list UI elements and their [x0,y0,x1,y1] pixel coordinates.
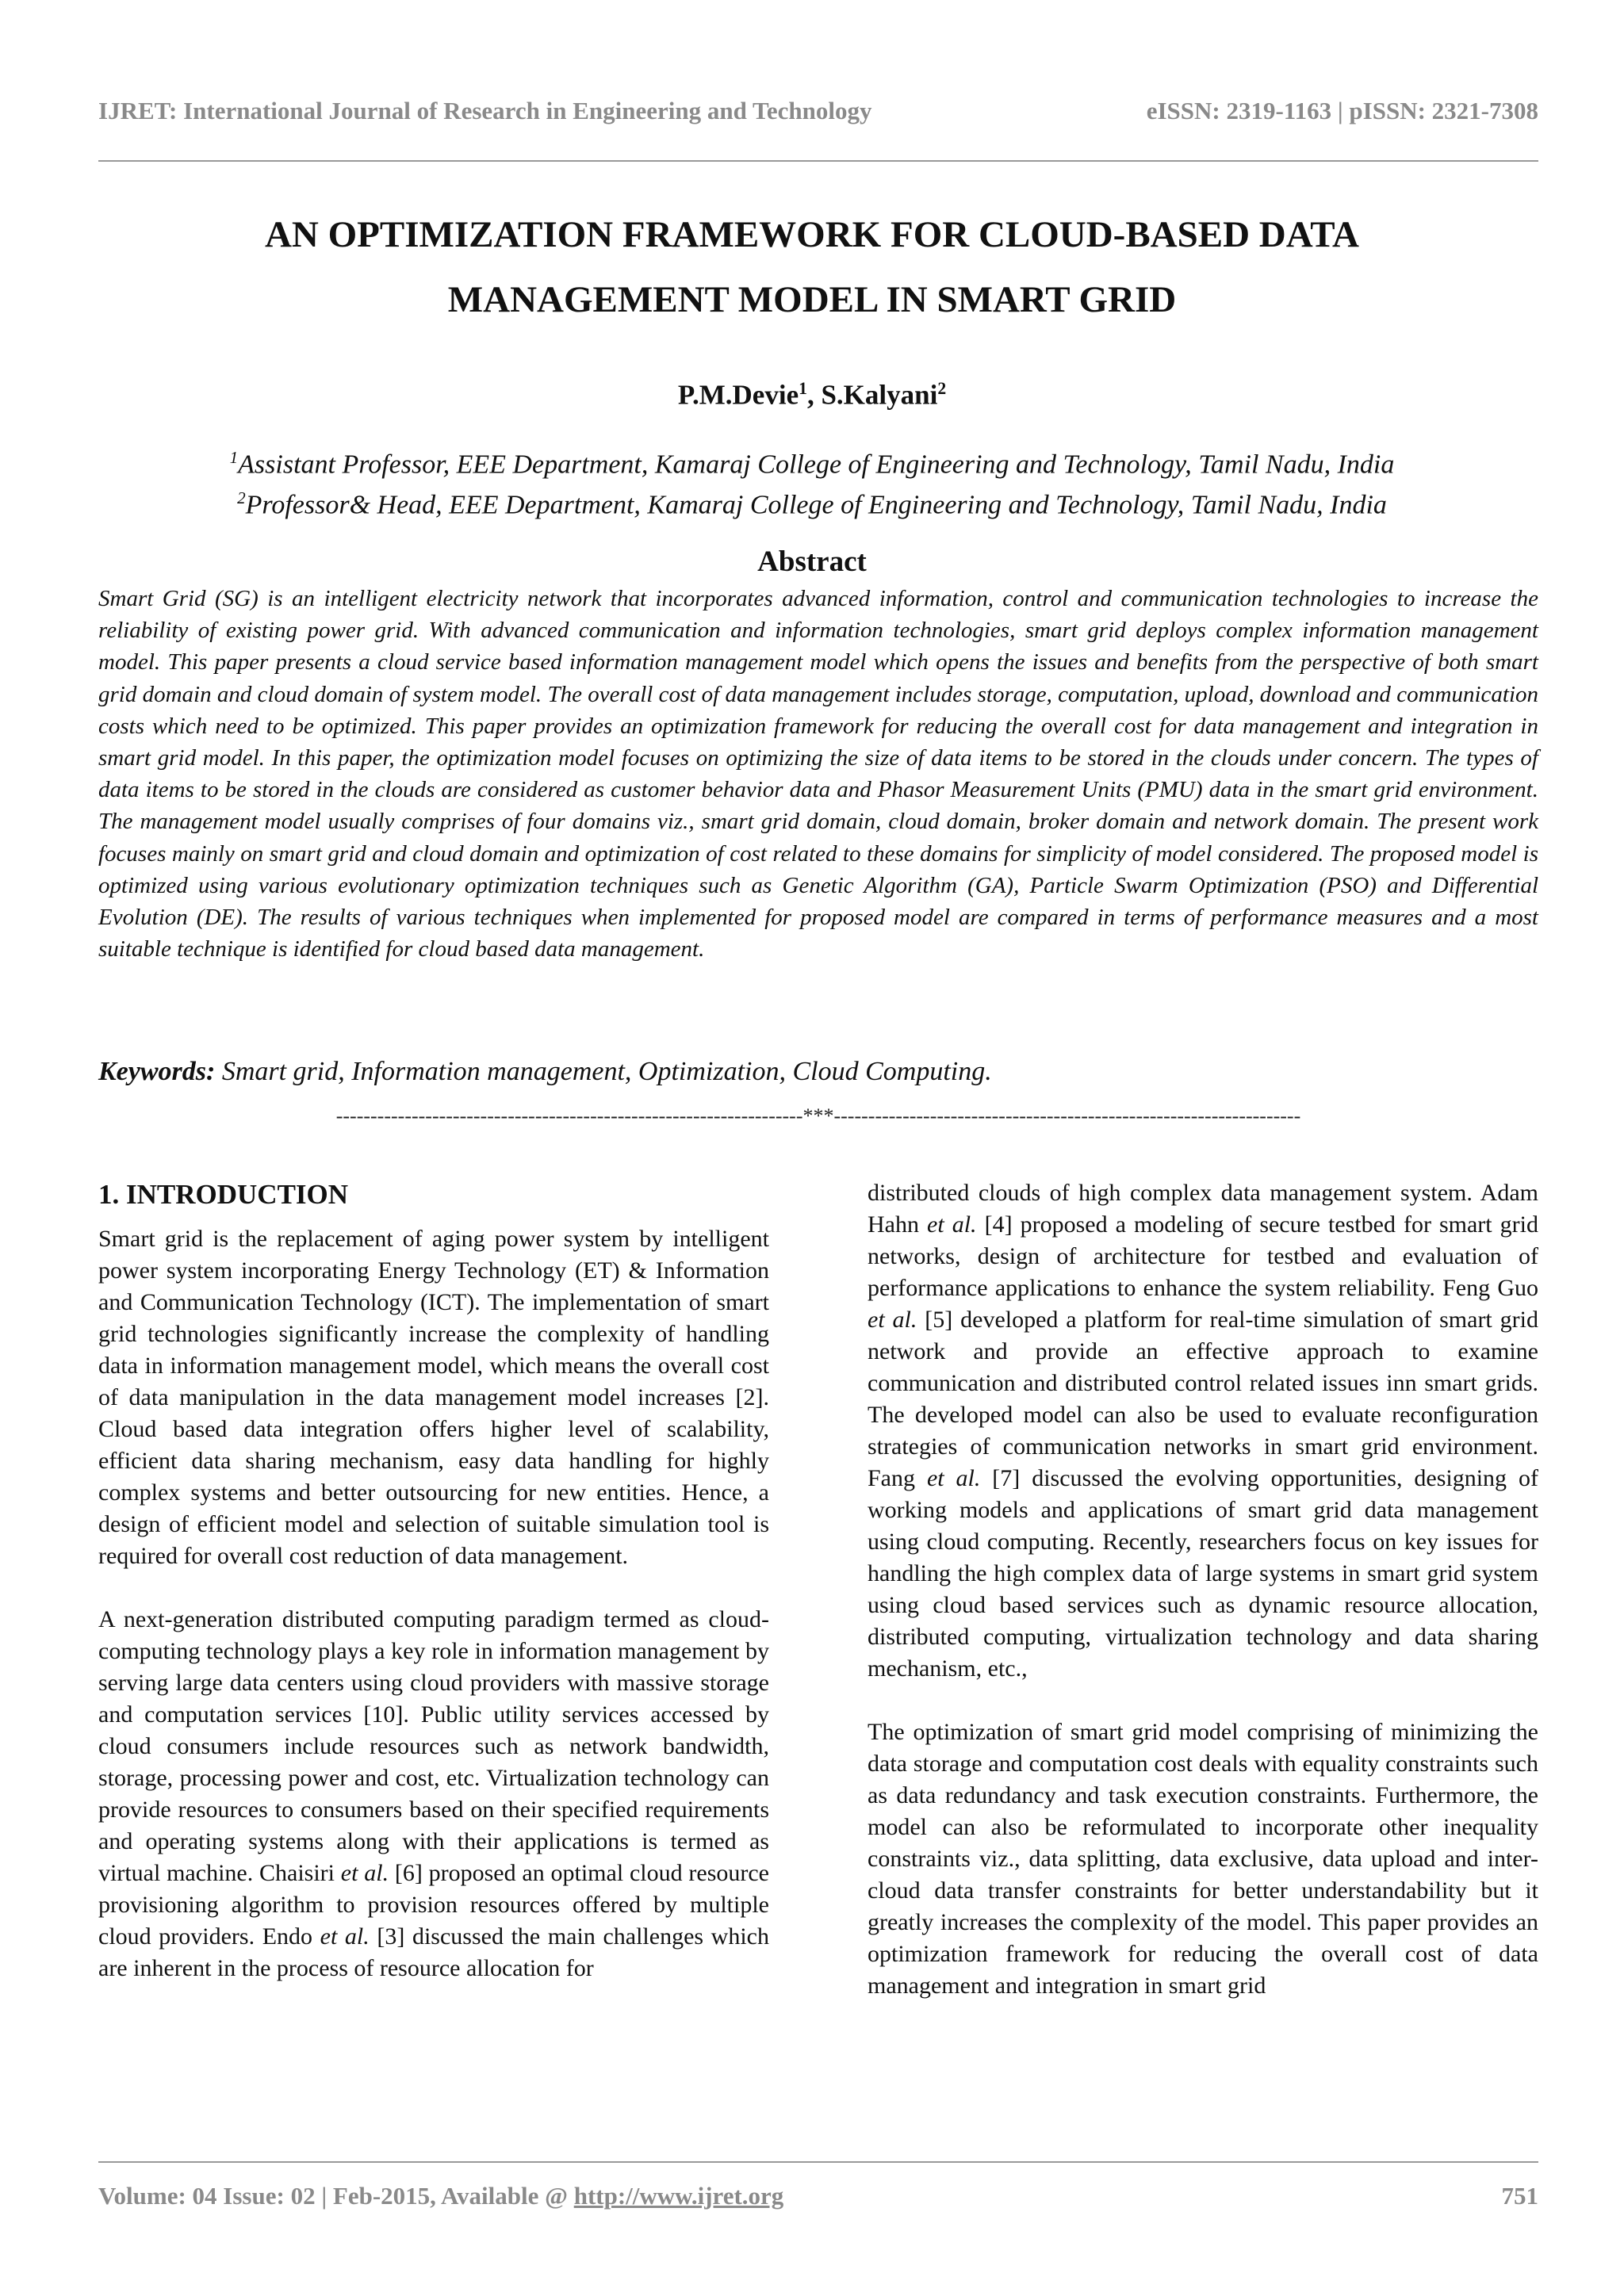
intro-p3-part-b: [4] proposed a modeling of secure testbed for smart grid networks, design of architecture for testbed and evaluation of performance applications to enhance the system reliability. Feng Guo [868,1211,1538,1301]
keywords-text: Smart grid, Information management, Optimization, Cloud Computing. [215,1057,992,1086]
et-al-1: et al. [340,1860,389,1886]
affiliation-2: Professor& Head, EEE Department, Kamaraj College of Engineering and Technology, Tamil Nadu, India [245,490,1387,520]
intro-paragraph-4: The optimization of smart grid model comprising of minimizing the data storage and computation cost deals with equality constraints such as data redundancy and task execution constraints. Furthermore, the model can also be reformulated to incorporate other inequality constraints viz., data splitting, data exclusive, data upload and inter-cloud data transfer constraints for better understandability but it greatly increases the complexity of the model. This paper provides an optimization framework for reducing the overall cost of data management and integration in smart grid [868,1719,1538,1999]
intro-p2-part-b: [6] proposed an optimal cloud resource provisioning algorithm to provision resources offered by multiple cloud providers. Endo [98,1860,769,1950]
author-1: P.M.Devie [677,379,799,411]
running-footer [98,2182,1538,2210]
page-number: 751 [1501,2182,1538,2210]
journal-url-link[interactable]: http://www.ijret.org [573,2182,784,2210]
et-al-3: et al. [927,1211,977,1238]
intro-p3-part-d: [7] discussed the evolving opportunities, designing of working models and applications of smart grid data management using cloud computing. Recently, researchers focus on key issues for handling the high complex data of large systems in smart grid system using cloud based services such as dynamic resource allocation, distributed computing, virtualization technology and data sharing mechanism, etc., [868,1465,1538,1682]
intro-p3-part-c: [5] developed a platform for real-time simulation of smart grid network and provide an effective approach to examine communication and distributed control related issues inn smart grids. The developed model can also be used to evaluate reconfiguration strategies of communication networks in smart grid environment. Fang [868,1307,1538,1491]
right-column [868,1177,1538,2002]
intro-p3-part-a: distributed clouds of high complex data management system. Adam Hahn [868,1180,1538,1238]
affiliation-1-marker: 1 [229,448,239,467]
footer-divider [98,2161,1538,2163]
section-separator: --------------------------------------------------------------------***-------------------------------------------------------------------- [335,1104,1301,1127]
author-separator: , [806,379,822,411]
intro-p2-part-c: [3] discussed the main challenges which are inherent in the process of resource allocation for [98,1923,769,1981]
intro-heading: 1. INTRODUCTION [98,1179,349,1210]
title-line-1: AN OPTIMIZATION FRAMEWORK FOR CLOUD-BASED DATA [264,214,1359,255]
author-1-marker: 1 [799,379,807,398]
affiliations [79,441,1545,522]
author-list [0,379,1624,411]
et-al-2: et al. [320,1923,370,1950]
keywords-label: Keywords: [98,1057,216,1086]
header-divider [98,160,1538,162]
running-header [98,97,1538,125]
intro-paragraph-1: Smart grid is the replacement of aging power system by intelligent power system incorporating Energy Technology (ET) & Information and Communication Technology (ICT). The implementation of smart grid technologies significantly increase the complexity of handling data in information management model, which means the overall cost of data manipulation in the data management model increases [2]. Cloud based data integration offers higher level of scalability, efficient data sharing mechanism, easy data handling for highly complex systems and better outsourcing for new entities. Hence, a design of efficient model and selection of suitable simulation tool is required for overall cost reduction of data management. [98,1226,769,1569]
et-al-5: et al. [926,1465,981,1491]
intro-paragraph-2 [98,1604,769,1984]
author-2: S.Kalyani [821,379,938,411]
et-al-4: et al. [868,1307,917,1333]
keywords [98,1057,1538,1087]
abstract-text: Smart Grid (SG) is an intelligent electricity network that incorporates advanced information, control and communication technologies to increase the reliability of existing power grid. With advanced communication and information technologies, smart grid deploys complex information management model. This paper presents a cloud service based information management model which opens the issues and benefits from the perspective of both smart grid domain and cloud domain of system model. The overall cost of data management includes storage, computation, upload, download and communication costs which need to be optimized. This paper provides an optimization framework for reducing the overall cost for data management and integration in smart grid model. In this paper, the optimization model focuses on optimizing the size of data items to be stored in the clouds under concern. The types of data items to be stored in the clouds are considered as customer behavior data and Phasor Measurement Units (PMU) data in the smart grid environment. The management model usually comprises of four domains viz., smart grid domain, cloud domain, broker domain and network domain. The present work focuses mainly on smart grid and cloud domain and optimization of cost related to these domains for simplicity of model considered. The proposed model is optimized using various evolutionary optimization techniques such as Genetic Algorithm (GA), Particle Swarm Optimization (PSO) and Differential Evolution (DE). The results of various techniques when implemented for proposed model are compared in terms of performance measures and a most suitable technique is identified for cloud based data management. [98,586,1538,962]
paper-title [103,202,1521,332]
affiliation-2-marker: 2 [237,488,246,508]
journal-name: IJRET: International Journal of Research in Engineering and Technology [98,97,872,124]
affiliation-1: Assistant Professor, EEE Department, Kamaraj College of Engineering and Technology, Tamil Nadu, India [238,450,1395,480]
abstract-heading: Abstract [757,545,867,578]
intro-paragraph-3 [868,1177,1538,1685]
footer-volume [98,2182,783,2210]
left-column [98,1177,769,1984]
intro-p2-part-a: A next-generation distributed computing paradigm termed as cloud-computing technology plays a key role in information management by serving large data centers using cloud providers with massive storage and computation services [10]. Public utility services accessed by cloud consumers include resources such as network bandwidth, storage, processing power and cost, etc. Virtualization technology can provide resources to consumers based on their specified requirements and operating systems along with their applications is termed as virtual machine. Chaisiri [98,1606,769,1886]
author-2-marker: 2 [937,379,947,398]
title-line-2: MANAGEMENT MODEL IN SMART GRID [447,279,1177,320]
footer-volume-text: Volume: 04 Issue: 02 | Feb-2015, Available @ [98,2182,574,2210]
issn-numbers: eISSN: 2319-1163 | pISSN: 2321-7308 [1146,97,1538,124]
